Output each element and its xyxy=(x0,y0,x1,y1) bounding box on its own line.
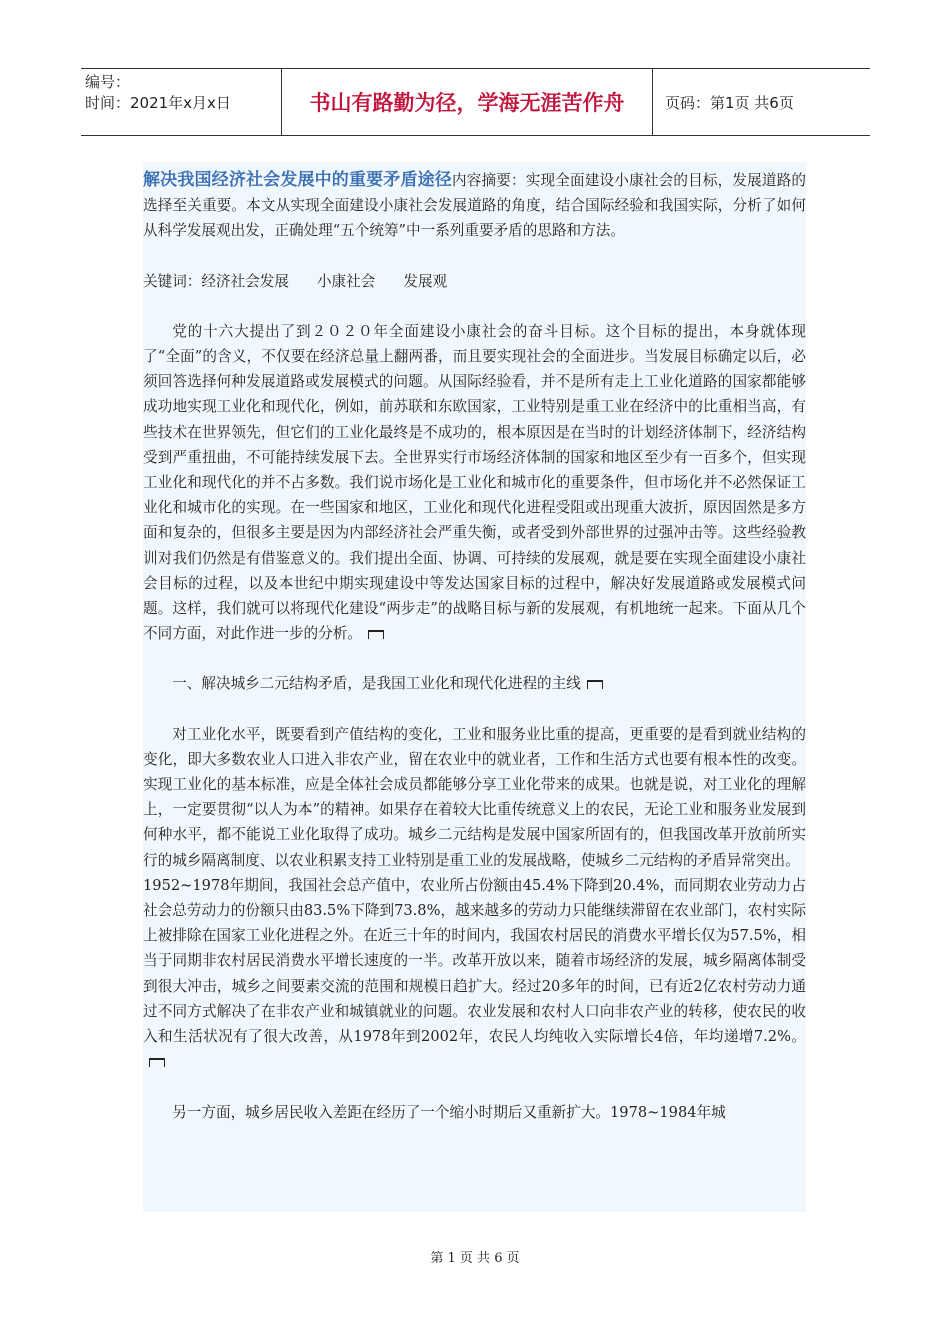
paragraph-mark-icon xyxy=(368,630,384,639)
body-paragraph: 另一方面，城乡居民收入差距在经历了一个缩小时期后又重新扩大。1978~1984年城 xyxy=(172,1103,726,1121)
paragraph-text: 党的十六大提出了到２０２０年全面建设小康社会的奋斗目标。这个目标的提出，本身就体现了“全面”的含义，不仅要在经济总量上翻两番，而且要实现社会的全面进步。当发展目标确定以后，必须回答选择何种发展道路或发展模式的问题。从国际经验看，并不是所有走上工业化道路的国家都能够成功地实现工业化和现代化，例如，前苏联和东欧国家，工业特别是重工业在经济中的比重相当高，有些技术在世界领先，但它们的工业化最终是不成功的，根本原因是在当时的计划经济体制下，经济结构受到严重扭曲，不可能持续发展下去。全世界实行市场经济体制的国家和地区至少有一百多个，但实现工业化和现代化的并不占多数。我们说市场化是工业化和城市化的重要条件，但市场化并不必然保证工业化和城市化的实现。在一些国家和地区，工业化和现代化进程受阻或出现重大波折，原因固然是多方面和复杂的，但很多主要是因为内部经济社会严重失衡，或者受到外部世界的过强冲击等。这些经验教训对我们仍然是有借鉴意义的。我们提出全面、协调、可持续的发展观，就是要在实现全面建设小康社会目标的过程，以及本世纪中期实现建设中等发达国家目标的过程中，解决好发展道路或发展模式问题。这样，我们就可以将现代化建设“两步走”的战略目标与新的发展观，有机地统一起来。下面从几个不同方面，对此作进一步的分析。 xyxy=(143,322,806,643)
body-paragraph xyxy=(143,319,806,647)
article-body xyxy=(143,162,806,1212)
keyword-item: 小康社会 xyxy=(316,272,376,290)
header-meta xyxy=(81,69,281,135)
paragraph-mark-icon xyxy=(149,1058,165,1067)
keyword-item: 发展观 xyxy=(403,272,448,290)
paragraph-text: 1952~1978年期间，我国社会总产值中，农业所占份额由45.4%下降到20.4%，而同期农业劳动力占社会总劳动力的份额只由83.5%下降到73.8%，越来越多的劳动力只能继续滞留在农业部门，农村实际上被排除在国家工业化进程之外。在近三十年的时间内，我国农村居民的消费水平增长仅为57.5%，相当于同期非农村居民消费水平增长速度的一半。改革开放以来，随着市场经济的发展，城乡隔离体制受到很大冲击，城乡之间要素交流的范围和规模日趋扩大。经过20多年的时间，已有近2亿农村劳动力通过不同方式解决了在非农产业和城镇就业的问题。农业发展和农村人口向非农产业的转移，使农民的收入和生活状况有了很大改善，从1978年到2002年，农民人均纯收入实际增长4倍，年均递增7.2%。 xyxy=(143,876,806,1046)
paragraph-mark-icon xyxy=(587,680,603,689)
body-paragraph: 对工业化水平，既要看到产值结构的变化，工业和服务业比重的提高，更重要的是看到就业结构的变化，即大多数农业人口进入非农产业，留在农业中的就业者，工作和生活方式也要有根本性的改变。实现工业化的基本标准，应是全体社会成员都能够分享工业化带来的成果。也就是说，对工业化的理解上，一定要贯彻“以人为本”的精神。如果存在着较大比重传统意义上的农民，无论工业和服务业发展到何种水平，都不能说工业化取得了成功。城乡二元结构是发展中国家所固有的，但我国改革开放前所实行的城乡隔离制度、以农业积累支持工业特别是重工业的发展战略，使城乡二元结构的矛盾异常突出。 xyxy=(143,725,806,869)
time-label: 时间：2021年x月x日 xyxy=(85,94,231,112)
section-heading xyxy=(143,671,806,696)
page-footer: 第 1 页 共 6 页 xyxy=(430,1251,520,1266)
article-title: 解决我国经济社会发展中的重要矛盾途径 xyxy=(143,170,452,190)
title-abstract-paragraph xyxy=(143,168,806,244)
body-paragraph xyxy=(143,873,806,1075)
header-motto: 书山有路勤为径，学海无涯苦作舟 xyxy=(281,69,653,135)
keywords-label: 关键词：经济社会发展 xyxy=(143,272,289,290)
document-header xyxy=(81,68,870,136)
keywords-line xyxy=(143,269,806,294)
number-label: 编号： xyxy=(85,73,131,91)
abstract-text: 内容摘要：实现全面建设小康社会的目标，发展道路的选择至关重要。本文从实现全面建设小康社会发展道路的角度，结合国际经验和我国实际，分析了如何从科学发展观出发，正确处理“五个统筹”中一系列重要矛盾的思路和方法。 xyxy=(143,172,806,240)
heading-text: 一、解决城乡二元结构矛盾，是我国工业化和现代化进程的主线 xyxy=(172,675,581,693)
header-page-code: 页码：第1页 共6页 xyxy=(665,93,794,112)
